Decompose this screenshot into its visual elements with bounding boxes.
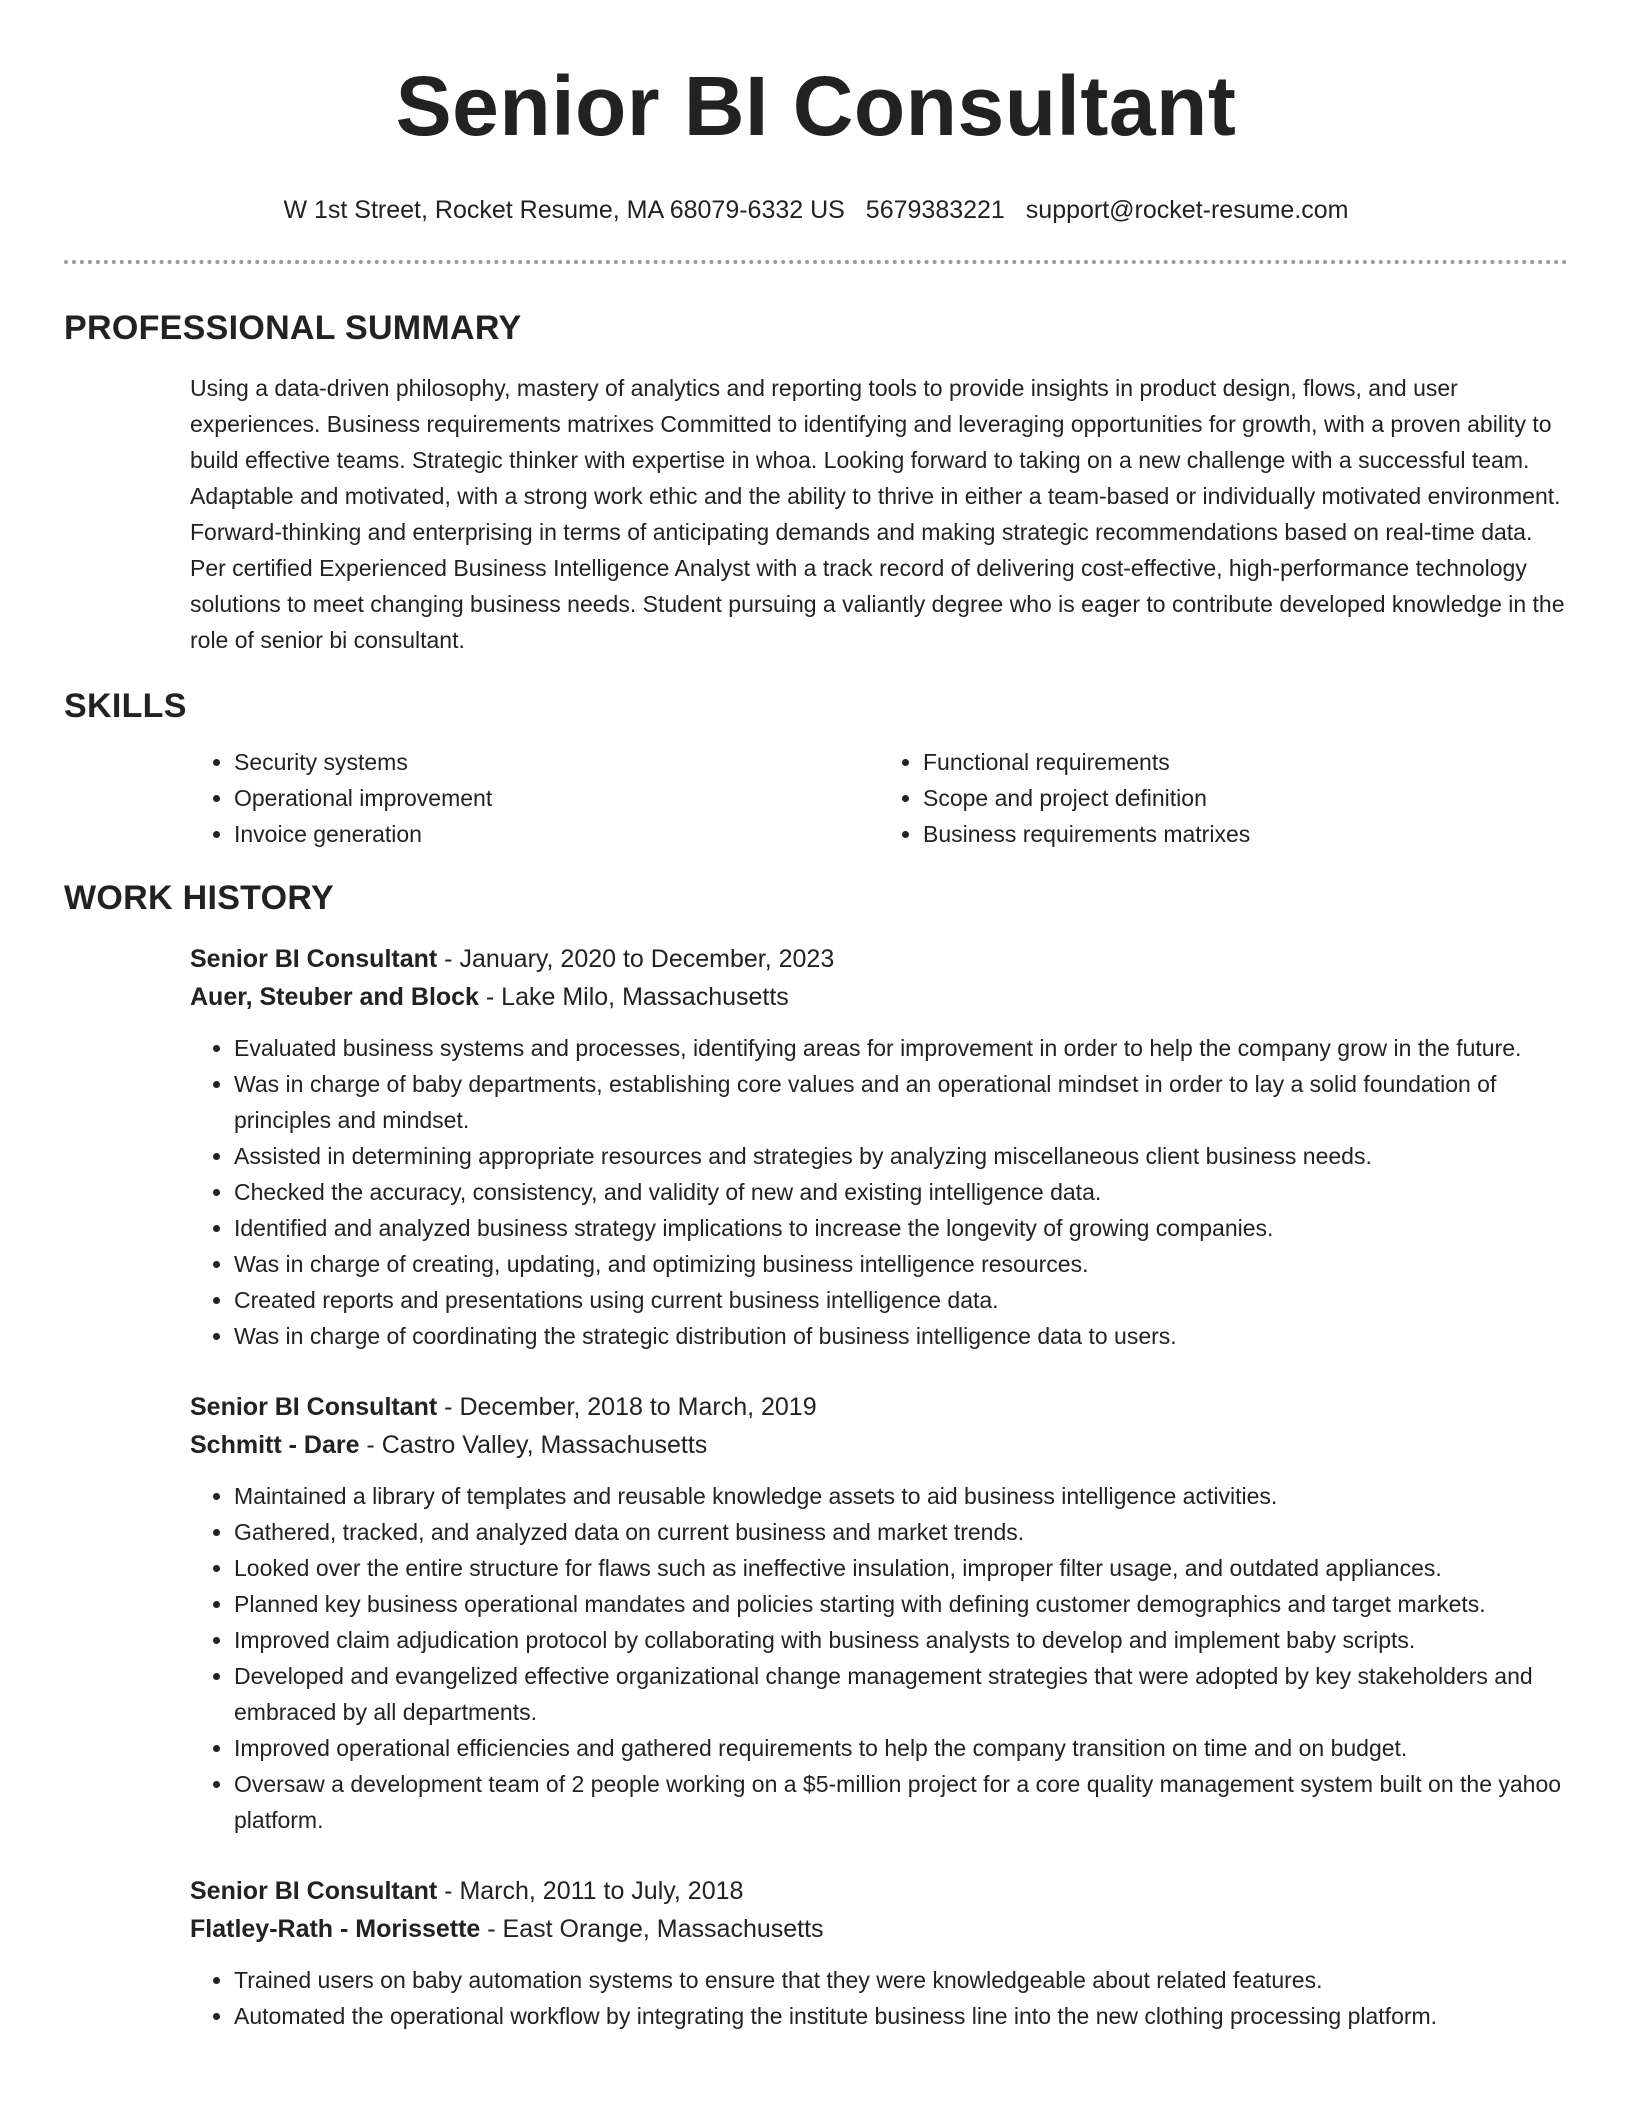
skill-item: • Security systems [234, 744, 879, 780]
header-divider [64, 260, 1568, 264]
skill-item: • Business requirements matrixes [923, 816, 1568, 852]
job-bullets [190, 1962, 1568, 2034]
job-title-line [190, 1872, 1568, 1910]
skills-column-left [190, 744, 879, 852]
job-bullet: • Checked the accuracy, consistency, and validity of new and existing intelligence data. [234, 1174, 1568, 1210]
job-bullet: • Developed and evangelized effective organizational change management strategies that were adopted by key stakeholders and embraced by all departments. [234, 1658, 1568, 1730]
job-dates: - December, 2018 to March, 2019 [437, 1393, 817, 1421]
skill-item: • Functional requirements [923, 744, 1568, 780]
job-location: - Lake Milo, Massachusetts [478, 983, 789, 1011]
job-bullet: • Evaluated business systems and processes, identifying areas for improvement in order to help the company grow in the future. [234, 1030, 1568, 1066]
job-entry [190, 940, 1568, 1354]
skill-item: • Invoice generation [234, 816, 879, 852]
resume-name-title: Senior BI Consultant [395, 59, 1237, 153]
job-bullet: • Automated the operational workflow by integrating the institute business line into the new clothing processing platform. [234, 1998, 1568, 2034]
summary-text: Using a data-driven philosophy, mastery of analytics and reporting tools to provide insights in product design, flows, and user experiences. Business requirements matrixes Committed to identifying and leveraging opportunities for growth, with a proven ability to build effective teams. Strategic thinker with expertise in whoa. Looking forward to taking on a new challenge with a successful team. Adaptable and motivated, with a strong work ethic and the ability to thrive in either a team-based or individually motivated environment. Forward-thinking and enterprising in terms of anticipating demands and making strategic recommendations based on real-time data. Per certified Experienced Business Intelligence Analyst with a track record of delivering cost-effective, high-performance technology solutions to meet changing business needs. Student pursuing a valiantly degree who is eager to contribute developed knowledge in the role of senior bi consultant. [190, 375, 1565, 653]
job-role: Senior BI Consultant [190, 1877, 438, 1905]
job-role: Senior BI Consultant [190, 945, 438, 973]
resume-page [64, 0, 1568, 2034]
job-bullet: • Gathered, tracked, and analyzed data on current business and market trends. [234, 1514, 1568, 1550]
job-entry [190, 1388, 1568, 1838]
job-role: Senior BI Consultant [190, 1393, 438, 1421]
contact-address: W 1st Street, Rocket Resume, MA 68079-6332 US [283, 196, 845, 224]
skill-item: • Scope and project definition [923, 780, 1568, 816]
skills-column-right [879, 744, 1568, 852]
job-bullet: • Improved operational efficiencies and gathered requirements to help the company transition on time and on budget. [234, 1730, 1568, 1766]
skill-item: • Operational improvement [234, 780, 879, 816]
job-bullets [190, 1478, 1568, 1838]
job-location: - Castro Valley, Massachusetts [359, 1431, 708, 1459]
skills-list [190, 744, 1568, 852]
job-bullet: • Created reports and presentations using current business intelligence data. [234, 1282, 1568, 1318]
job-company-line [190, 978, 1568, 1016]
skills-section-title: SKILLS [64, 687, 187, 725]
job-dates: - March, 2011 to July, 2018 [437, 1877, 744, 1905]
job-bullet: • Looked over the entire structure for flaws such as ineffective insulation, improper filter usage, and outdated appliances. [234, 1550, 1568, 1586]
summary-section-title: PROFESSIONAL SUMMARY [64, 309, 522, 347]
job-bullet: • Was in charge of coordinating the strategic distribution of business intelligence data to users. [234, 1318, 1568, 1354]
job-bullet: • Identified and analyzed business strategy implications to increase the longevity of growing companies. [234, 1210, 1568, 1246]
job-company: Auer, Steuber and Block [190, 983, 479, 1011]
job-company: Flatley-Rath - Morissette [190, 1915, 481, 1943]
contact-email: support@rocket-resume.com [1025, 196, 1349, 224]
job-location: - East Orange, Massachusetts [480, 1915, 824, 1943]
job-bullet: • Maintained a library of templates and reusable knowledge assets to aid business intelligence activities. [234, 1478, 1568, 1514]
job-company: Schmitt - Dare [190, 1431, 360, 1459]
work-section-title: WORK HISTORY [64, 879, 334, 917]
job-company-line [190, 1426, 1568, 1464]
job-company-line [190, 1910, 1568, 1948]
job-bullet: • Trained users on baby automation systems to ensure that they were knowledgeable about related features. [234, 1962, 1568, 1998]
contact-line [64, 194, 1568, 226]
job-bullet: • Improved claim adjudication protocol by collaborating with business analysts to develop and implement baby scripts. [234, 1622, 1568, 1658]
job-bullet: • Was in charge of creating, updating, and optimizing business intelligence resources. [234, 1246, 1568, 1282]
job-title-line [190, 1388, 1568, 1426]
job-dates: - January, 2020 to December, 2023 [437, 945, 835, 973]
job-bullet: • Assisted in determining appropriate resources and strategies by analyzing miscellaneous client business needs. [234, 1138, 1568, 1174]
job-bullet: • Was in charge of baby departments, establishing core values and an operational mindset in order to lay a solid foundation of principles and mindset. [234, 1066, 1568, 1138]
job-bullet: • Oversaw a development team of 2 people working on a $5-million project for a core quality management system built on the yahoo platform. [234, 1766, 1568, 1838]
job-entry [190, 1872, 1568, 2034]
job-bullets [190, 1030, 1568, 1354]
job-bullet: • Planned key business operational mandates and policies starting with defining customer demographics and target markets. [234, 1586, 1568, 1622]
contact-phone: 5679383221 [865, 196, 1005, 224]
job-title-line [190, 940, 1568, 978]
